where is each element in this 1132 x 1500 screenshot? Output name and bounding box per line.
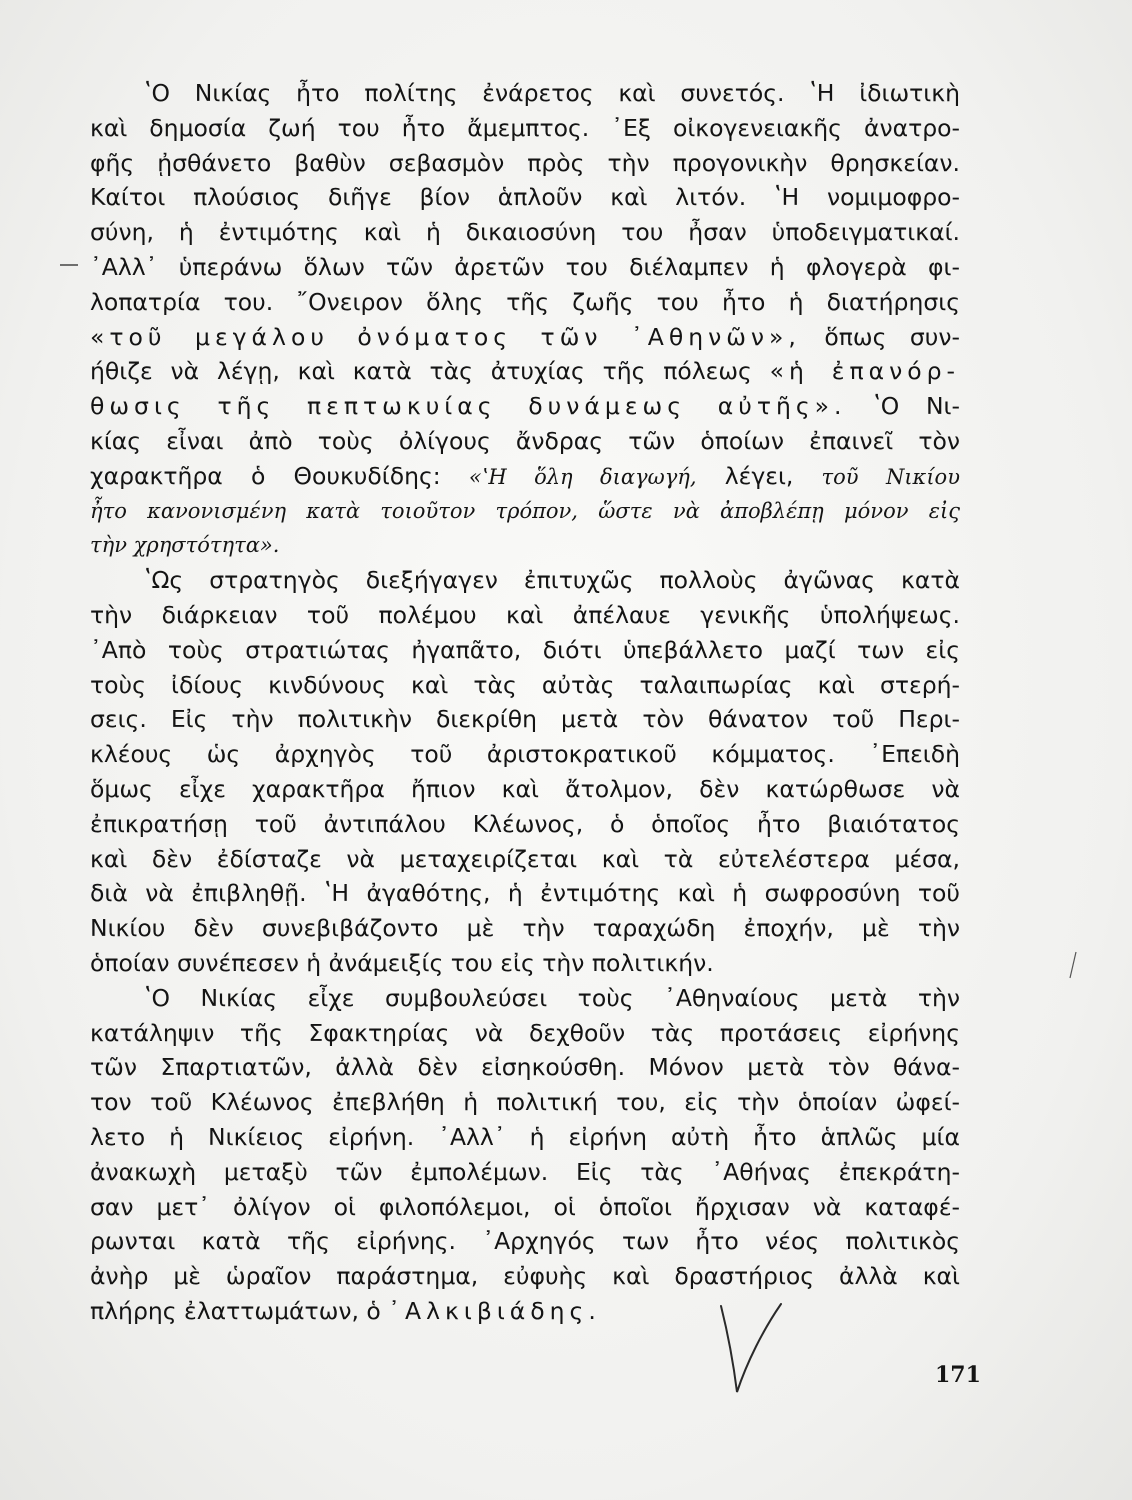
spaced-quote: «ἡ ἐπανόρ- bbox=[769, 357, 960, 386]
text-line: ρωνται κατὰ τῆς εἰρήνης. ᾿Αρχηγός των ἦτο νέος πολιτικὸς bbox=[90, 1227, 960, 1256]
text-fragment: ʽΟ Νι- bbox=[873, 392, 960, 421]
text-line bbox=[90, 354, 960, 389]
italic-quote: τοῦ Νικίου bbox=[821, 464, 960, 489]
text-line: τῶν Σπαρτιατῶν, ἀλλὰ δὲν εἰσηκούσθη. Μόνον μετὰ τὸν θάνα- bbox=[90, 1053, 960, 1082]
text-line bbox=[90, 1294, 960, 1329]
text-line: τον τοῦ Κλέωνος ἐπεβλήθη ἡ πολιτική του, εἰς τὴν ὁποίαν ὠφεί- bbox=[90, 1088, 960, 1117]
paragraph-3 bbox=[90, 981, 960, 1329]
text-line: ἀνακωχὴ μεταξὺ τῶν ἐμπολέμων. Εἰς τὰς ᾿Αθήνας ἐπεκράτη- bbox=[90, 1157, 960, 1186]
spaced-quote: «τοῦ μεγάλου ὀνόματος τῶν ᾿Αθηνῶν», bbox=[90, 322, 801, 351]
text-line: διὰ νὰ ἐπιβληθῇ. ʽΗ ἀγαθότης, ἡ ἐντιμότης καὶ ἡ σωφροσύνη τοῦ bbox=[90, 879, 960, 908]
text-fragment: πλήρης ἐλαττωμάτων, ὁ bbox=[90, 1296, 381, 1325]
text-line: ὁποίαν συνέπεσεν ἡ ἀνάμειξίς του εἰς τὴν πολιτικήν. bbox=[90, 948, 714, 977]
text-line: καὶ δημοσία ζωή του ἦτο ἄμεμπτος. ᾿Εξ οἰκογενειακῆς ἀνατρο- bbox=[90, 113, 960, 142]
text-line: ᾿Αλλ᾿ ὑπεράνω ὅλων τῶν ἀρετῶν του διέλαμπεν ἡ φλογερὰ φι- bbox=[90, 252, 960, 281]
spaced-quote: θωσις τῆς πεπτωκυίας δυνάμεως αὐτῆς». bbox=[90, 392, 847, 421]
handwritten-check-mark bbox=[715, 1300, 785, 1400]
text-line: ὅμως εἶχε χαρακτῆρα ἤπιον καὶ ἄτολμον, δὲν κατώρθωσε νὰ bbox=[90, 774, 960, 803]
text-line: κίας εἶναι ἀπὸ τοὺς ὀλίγους ἄνδρας τῶν ὁποίων ἐπαινεῖ τὸν bbox=[90, 426, 960, 455]
text-line: σύνη, ἡ ἐντιμότης καὶ ἡ δικαιοσύνη του ἦσαν ὑποδειγματικαί. bbox=[90, 218, 960, 247]
page-number: 171 bbox=[935, 1362, 981, 1388]
text-line: Νικίου δὲν συνεβιβάζοντο μὲ τὴν ταραχώδη ἐποχήν, μὲ τὴν bbox=[90, 914, 960, 943]
text-line: τὴν διάρκειαν τοῦ πολέμου καὶ ἀπέλαυε γενικῆς ὑπολήψεως. bbox=[90, 600, 960, 629]
margin-mark bbox=[1066, 950, 1080, 980]
text-line: ἐπικρατήσῃ τοῦ ἀντιπάλου Κλέωνος, ὁ ὁποῖος ἦτο βιαιότατος bbox=[90, 809, 960, 838]
text-line bbox=[90, 459, 960, 494]
text-line: φῆς ᾐσθάνετο βαθὺν σεβασμὸν πρὸς τὴν προγονικὴν θρησκείαν. bbox=[90, 148, 960, 177]
text-fragment: χαρακτῆρα ὁ Θουκυδίδης: bbox=[90, 461, 441, 490]
text-line: κατάληψιν τῆς Σφακτηρίας νὰ δεχθοῦν τὰς προτάσεις εἰρήνης bbox=[90, 1018, 960, 1047]
spaced-name: ᾿Αλκιβιάδης. bbox=[388, 1296, 601, 1325]
paragraph-2 bbox=[90, 563, 960, 981]
text-line: λοπατρία του. ῎Ονειρον ὅλης τῆς ζωῆς του ἦτο ἡ διατήρησις bbox=[90, 287, 960, 316]
text-fragment: ήθιζε νὰ λέγῃ, καὶ κατὰ τὰς ἀτυχίας τῆς πόλεως bbox=[90, 357, 752, 386]
text-line: Καίτοι πλούσιος διῆγε βίον ἁπλοῦν καὶ λιτόν. ʽΗ νομιμοφρο- bbox=[90, 183, 960, 212]
text-fragment: ὅπως συν- bbox=[824, 322, 960, 351]
text-line: ʽΟ Νικίας εἶχε συμβουλεύσει τοὺς ᾿Αθηναίους μετὰ τὴν bbox=[144, 983, 960, 1012]
text-line: ᾿Απὸ τοὺς στρατιώτας ἠγαπᾶτο, διότι ὑπεβάλλετο μαζί των εἰς bbox=[90, 635, 960, 664]
text-line: ʽΟ Νικίας ἦτο πολίτης ἐνάρετος καὶ συνετός. ʽΗ ἰδιωτικὴ bbox=[144, 79, 960, 107]
margin-dash bbox=[58, 262, 80, 268]
italic-quote: «ʽΗ ὅλη διαγωγή, bbox=[468, 464, 697, 489]
text-line bbox=[90, 389, 960, 424]
text-line: λετο ἡ Νικίειος εἰρήνη. ᾿Αλλ᾿ ἡ εἰρήνη αὐτὴ ἦτο ἁπλῶς μία bbox=[90, 1122, 960, 1151]
italic-quote-line: ἦτο κανονισμένη κατὰ τοιοῦτον τρόπον, ὥστε νὰ ἀποβλέπῃ μόνον εἰς bbox=[90, 498, 960, 523]
paragraph-1 bbox=[90, 76, 960, 563]
text-line bbox=[90, 320, 960, 355]
body-text bbox=[90, 76, 960, 1329]
text-line: ἀνὴρ μὲ ὡραῖον παράστημα, εὐφυὴς καὶ δραστήριος ἀλλὰ καὶ bbox=[90, 1262, 960, 1291]
text-line: ʽΩς στρατηγὸς διεξήγαγεν ἐπιτυχῶς πολλοὺς ἀγῶνας κατὰ bbox=[144, 566, 960, 595]
italic-quote-line: τὴν χρηστότητα». bbox=[90, 533, 280, 558]
text-line: κλέους ὡς ἀρχηγὸς τοῦ ἀριστοκρατικοῦ κόμματος. ᾿Επειδὴ bbox=[90, 740, 960, 769]
text-line: σεις. Εἰς τὴν πολιτικὴν διεκρίθη μετὰ τὸν θάνατον τοῦ Περι- bbox=[90, 705, 960, 734]
text-line: καὶ δὲν ἐδίσταζε νὰ μεταχειρίζεται καὶ τὰ εὐτελέστερα μέσα, bbox=[90, 844, 960, 873]
text-line: τοὺς ἰδίους κινδύνους καὶ τὰς αὐτὰς ταλαιπωρίας καὶ στερή- bbox=[90, 670, 960, 699]
text-fragment: λέγει, bbox=[724, 461, 794, 490]
text-line: σαν μετ᾿ ὀλίγον οἱ φιλοπόλεμοι, οἱ ὁποῖοι ἤρχισαν νὰ καταφέ- bbox=[90, 1192, 960, 1221]
